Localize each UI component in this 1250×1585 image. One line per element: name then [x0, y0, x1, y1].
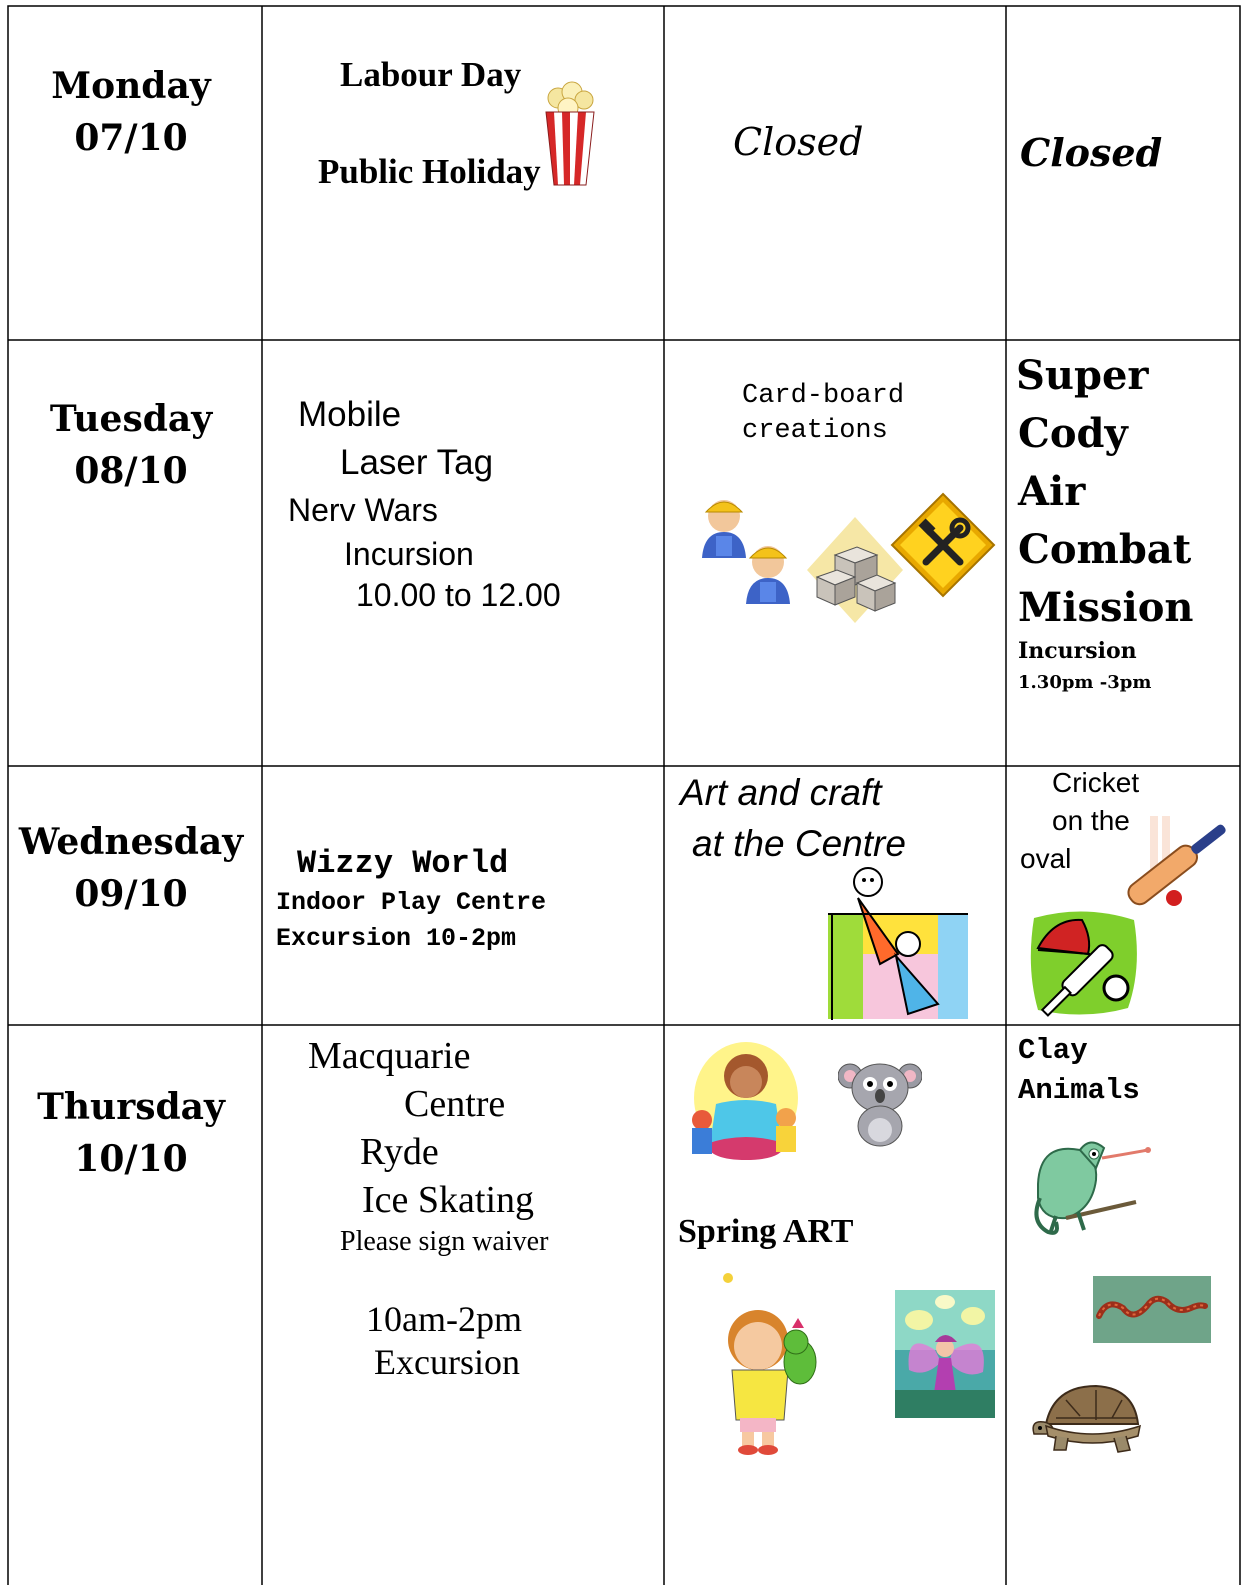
fairy-icon	[895, 1290, 995, 1418]
tortoise-icon	[1026, 1380, 1150, 1458]
activity-time-thu: 10am-2pm	[366, 1299, 522, 1339]
day-label-thursday: Thursday	[37, 1086, 225, 1128]
activity-labour-day: Labour Day	[340, 55, 522, 94]
activity-at-centre: at the Centre	[692, 823, 906, 864]
activity-nerv-wars: Nerv Wars	[288, 492, 438, 528]
activity-wizzy-world: Wizzy World	[297, 845, 509, 882]
activity-centre: Centre	[404, 1083, 506, 1125]
activity-ryde: Ryde	[360, 1131, 439, 1173]
snake-icon	[1093, 1276, 1211, 1343]
activity-cody: Cody	[1018, 410, 1128, 457]
date-label-thursday: 10/10	[74, 1138, 188, 1180]
activity-incursion-2: Incursion	[1018, 638, 1137, 664]
cricket-bat-icon	[1120, 808, 1232, 908]
activity-cricket: Cricket	[1052, 767, 1140, 798]
activity-oval: oval	[1020, 843, 1072, 874]
activity-on-the: on the	[1052, 805, 1130, 836]
activity-laser-tag: Laser Tag	[340, 443, 494, 482]
activity-incursion: Incursion	[344, 536, 474, 572]
date-label-wednesday: 09/10	[74, 873, 188, 915]
popcorn-icon	[540, 80, 600, 190]
activity-creations: creations	[742, 416, 888, 446]
clown-art-icon	[828, 864, 973, 1024]
activity-animals: Animals	[1018, 1074, 1140, 1107]
activity-art-craft: Art and craft	[680, 772, 882, 813]
activity-mission: Mission	[1018, 584, 1194, 631]
cricket-helmet-icon	[1024, 908, 1144, 1020]
day-label-tuesday: Tuesday	[49, 398, 213, 440]
activity-time: 10.00 to 12.00	[356, 577, 561, 613]
day-label-monday: Monday	[51, 65, 211, 107]
activity-time-2: 1.30pm -3pm	[1018, 672, 1152, 693]
activity-waiver: Please sign waiver	[340, 1226, 549, 1257]
activity-mobile: Mobile	[298, 395, 402, 434]
activity-card-board: Card-board	[742, 381, 905, 411]
activity-excursion-thu: Excursion	[374, 1342, 520, 1382]
girl-puppets-icon	[686, 1040, 798, 1166]
activity-excursion-wed: Excursion 10-2pm	[276, 924, 517, 953]
girl-puppet-icon	[718, 1270, 822, 1456]
activity-super: Super	[1016, 352, 1149, 399]
chameleon-icon	[1026, 1132, 1152, 1242]
closed-label-2: Closed	[1020, 130, 1163, 175]
closed-label-1: Closed	[733, 120, 864, 164]
activity-ice-skating: Ice Skating	[362, 1179, 535, 1221]
activity-macquarie: Macquarie	[308, 1035, 471, 1077]
day-label-wednesday: Wednesday	[18, 821, 244, 863]
activity-clay: Clay	[1018, 1034, 1088, 1067]
tools-warning-icon	[888, 490, 998, 600]
koala-icon	[838, 1052, 922, 1148]
workers-icon	[694, 488, 804, 608]
activity-combat: Combat	[1018, 526, 1192, 573]
date-label-tuesday: 08/10	[74, 450, 188, 492]
activity-spring-art: Spring ART	[678, 1213, 854, 1250]
activity-public-holiday: Public Holiday	[318, 152, 541, 191]
activity-indoor-play: Indoor Play Centre	[276, 888, 547, 917]
activity-air: Air	[1018, 468, 1086, 515]
date-label-monday: 07/10	[74, 117, 188, 159]
